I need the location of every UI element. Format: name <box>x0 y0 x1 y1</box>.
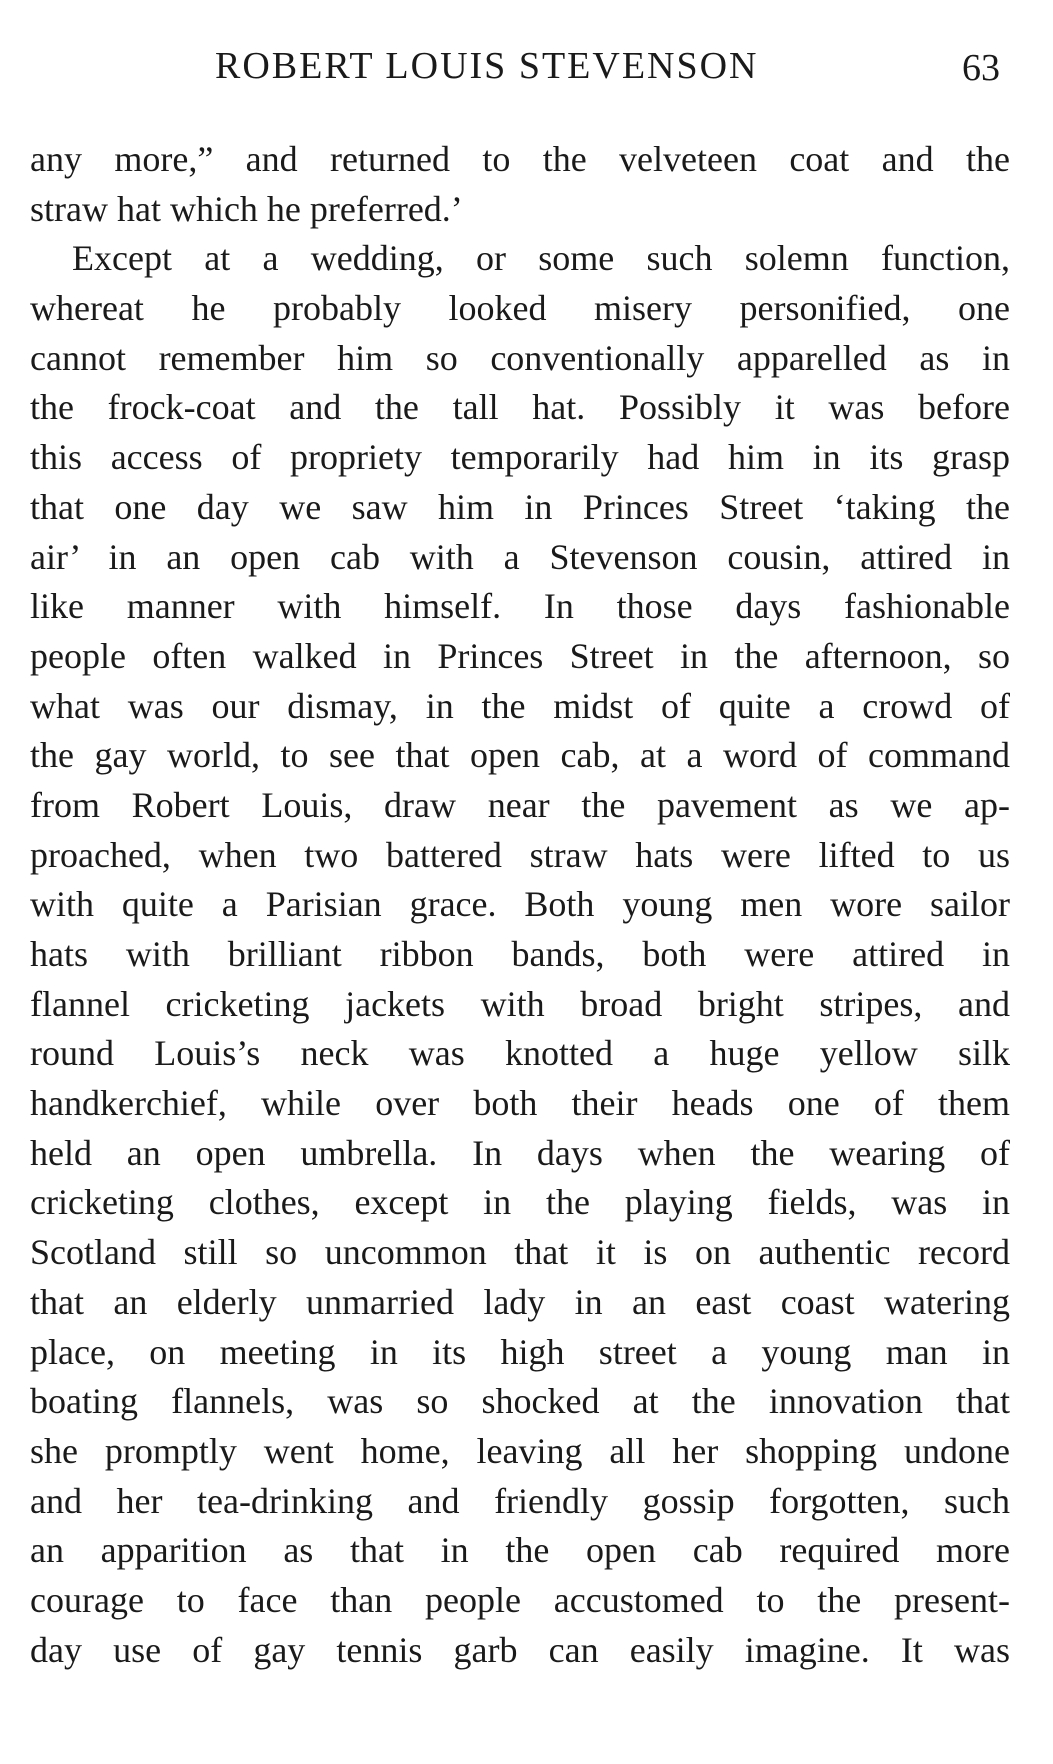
text-line: held an open umbrella. In days when the wearing of <box>30 1132 1010 1173</box>
text-line: what was our dismay, in the midst of quite a crowd of <box>30 685 1010 726</box>
text-line: Scotland still so uncommon that it is on authentic record <box>30 1232 1010 1273</box>
text-line: the frock-coat and the tall hat. Possibly it was before <box>30 387 1010 428</box>
text-line: courage to face than people accustomed to the present- <box>30 1579 1010 1620</box>
text-line: straw hat which he preferred.’ <box>30 188 463 229</box>
text-line: the gay world, to see that open cab, at a word of command <box>30 735 1010 776</box>
text-line: boating flannels, was so shocked at the innovation that <box>30 1381 1010 1422</box>
text-line: people often walked in Princes Street in the afternoon, so <box>30 635 1010 676</box>
running-title: ROBERT LOUIS STEVENSON <box>215 45 759 87</box>
text-line: and her tea-drinking and friendly gossip forgotten, such <box>30 1480 1010 1521</box>
text-line: cricketing clothes, except in the playing fields, was in <box>30 1182 1010 1223</box>
body-text <box>30 135 1010 1675</box>
text-line: place, on meeting in its high street a young man in <box>30 1331 1010 1372</box>
text-line: like manner with himself. In those days fashionable <box>30 586 1010 627</box>
text-line: air’ in an open cab with a Stevenson cousin, attired in <box>30 536 1010 577</box>
text-line: cannot remember him so conventionally apparelled as in <box>30 337 1010 378</box>
text-line: any more,” and returned to the velveteen coat and the <box>30 139 1010 179</box>
text-line: day use of gay tennis garb can easily imagine. It was <box>30 1629 1010 1670</box>
running-head <box>40 44 1000 94</box>
text-line: she promptly went home, leaving all her shopping undone <box>30 1430 1010 1471</box>
text-line: proached, when two battered straw hats were lifted to us <box>30 834 1010 875</box>
text-line: from Robert Louis, draw near the pavement as we ap- <box>30 784 1010 825</box>
text-line: handkerchief, while over both their heads one of them <box>30 1083 1010 1124</box>
text-line: this access of propriety temporarily had him in its grasp <box>30 437 1010 478</box>
text-line: round Louis’s neck was knotted a huge yellow silk <box>30 1033 1010 1074</box>
text-line: that one day we saw him in Princes Street ‘taking the <box>30 486 1010 527</box>
text-line: hats with brilliant ribbon bands, both were attired in <box>30 934 1010 974</box>
text-line: flannel cricketing jackets with broad bright stripes, and <box>30 983 1010 1024</box>
text-line: whereat he probably looked misery personified, one <box>30 288 1010 329</box>
text-line: that an elderly unmarried lady in an east coast watering <box>30 1281 1010 1322</box>
page-number: 63 <box>962 47 1000 89</box>
text-line: Except at a wedding, or some such solemn function, <box>72 238 1010 279</box>
text-line: an apparition as that in the open cab required more <box>30 1530 1010 1571</box>
text-line: with quite a Parisian grace. Both young men wore sailor <box>30 884 1010 925</box>
